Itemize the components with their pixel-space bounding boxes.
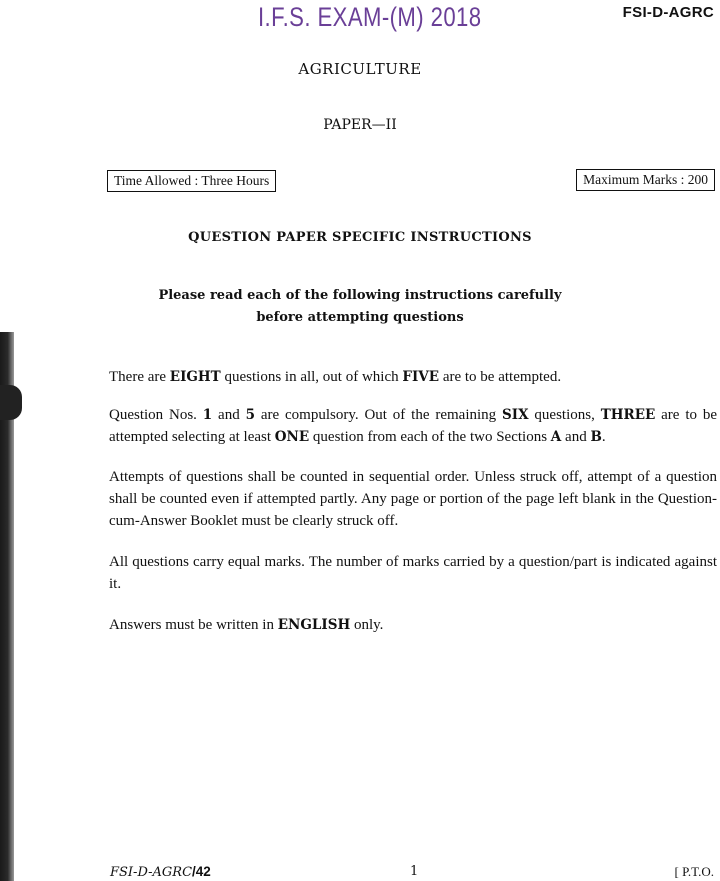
scan-edge-notch: [0, 385, 22, 420]
read-instructions-line-2: before attempting questions: [256, 310, 464, 325]
time-allowed-box: Time Allowed : Three Hours: [107, 170, 276, 192]
instruction-paragraph-4: All questions carry equal marks. The number of marks carried by a question/part is indicated against it.: [109, 554, 717, 592]
instructions-heading: QUESTION PAPER SPECIFIC INSTRUCTIONS: [188, 230, 532, 245]
please-turn-over: [ P.T.O.: [674, 864, 714, 879]
instruction-paragraph-2: Question Nos. 1 and 5 are compulsory. Out of the remaining SIX questions, THREE are to be attempted selecting at least ONE question from each of the two Sections A and B.: [109, 407, 717, 445]
instruction-paragraph-1: There are EIGHT questions in all, out of which FIVE are to be attempted.: [109, 369, 562, 385]
maximum-marks-box: Maximum Marks : 200: [576, 169, 715, 191]
read-instructions-line-1: Please read each of the following instructions carefully: [158, 288, 562, 303]
subject-title: AGRICULTURE: [298, 60, 422, 78]
page-number: 1: [410, 864, 419, 879]
instruction-paragraph-3: Attempts of questions shall be counted in sequential order. Unless struck off, attempt of a question shall be counted even if attempted partly. Any page or portion of the page left blank in the Question-cum-Answer Booklet must be clearly struck off.: [109, 469, 717, 529]
paper-code: FSI-D-AGRC: [622, 4, 714, 21]
instruction-paragraph-5: Answers must be written in ENGLISH only.: [109, 617, 384, 633]
paper-number: PAPER—II: [323, 117, 397, 133]
footer-paper-code: FSI-D-AGRC/42: [110, 864, 211, 880]
exam-stamp: I.F.S. EXAM-(M) 2018: [258, 2, 482, 32]
